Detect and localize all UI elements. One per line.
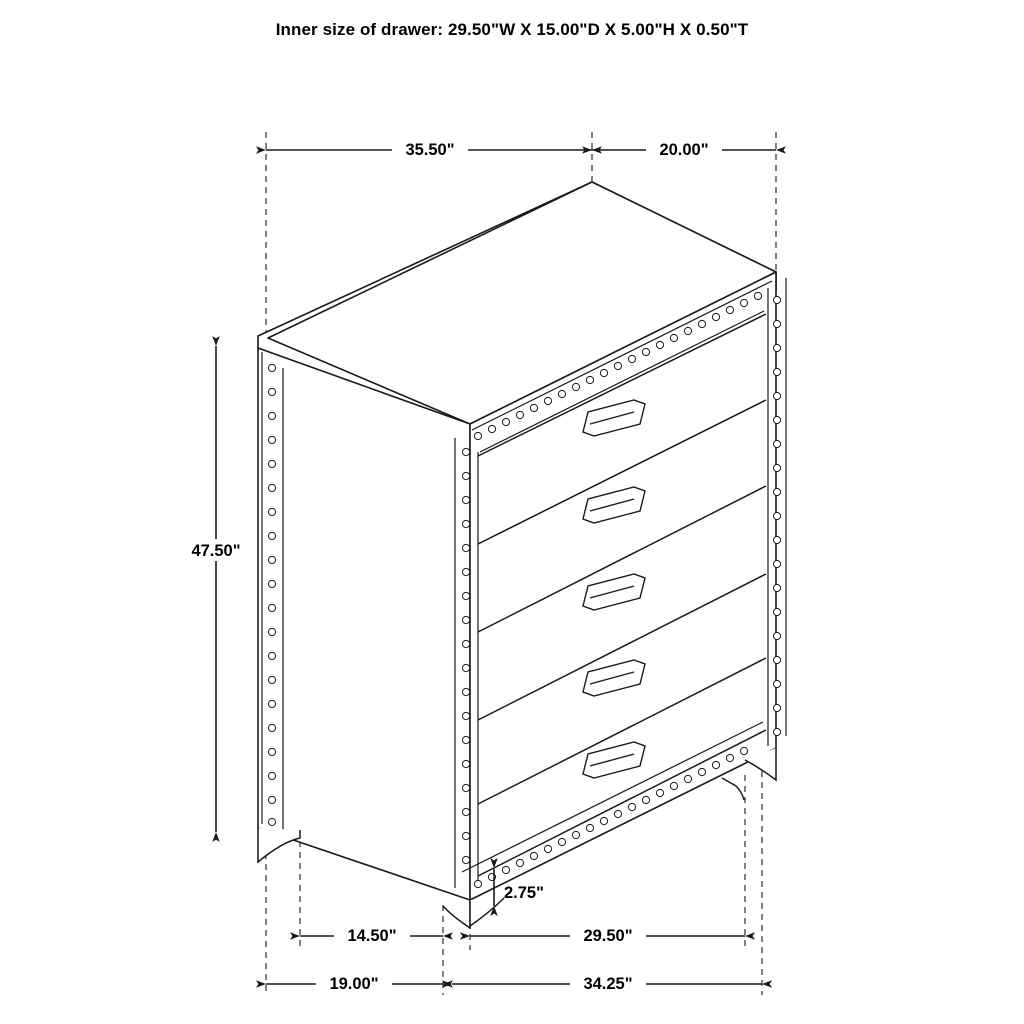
dim-label: 35.50" bbox=[405, 141, 455, 159]
dim-label: 29.50" bbox=[583, 927, 633, 945]
chest-body bbox=[258, 182, 776, 900]
dim-base-skirt-height bbox=[504, 884, 544, 902]
page-title: Inner size of drawer: 29.50"W X 15.00"D X 5.00"H X 0.50"T bbox=[275, 20, 749, 39]
dim-label: 2.75" bbox=[504, 884, 544, 902]
dim-label: 47.50" bbox=[191, 542, 241, 560]
dim-label: 14.50" bbox=[347, 927, 397, 945]
dim-label: 19.00" bbox=[329, 975, 379, 993]
dim-base-left-span bbox=[316, 972, 392, 994]
dim-bottom-front-span bbox=[570, 924, 646, 946]
dim-top-width-side bbox=[646, 138, 722, 160]
dim-label: 34.25" bbox=[583, 975, 633, 993]
dim-label: 20.00" bbox=[659, 141, 709, 159]
dim-base-front-span bbox=[570, 972, 646, 994]
dim-top-width-front bbox=[392, 138, 468, 160]
dim-foot-left-span bbox=[334, 924, 410, 946]
dim-overall-height bbox=[178, 539, 254, 561]
